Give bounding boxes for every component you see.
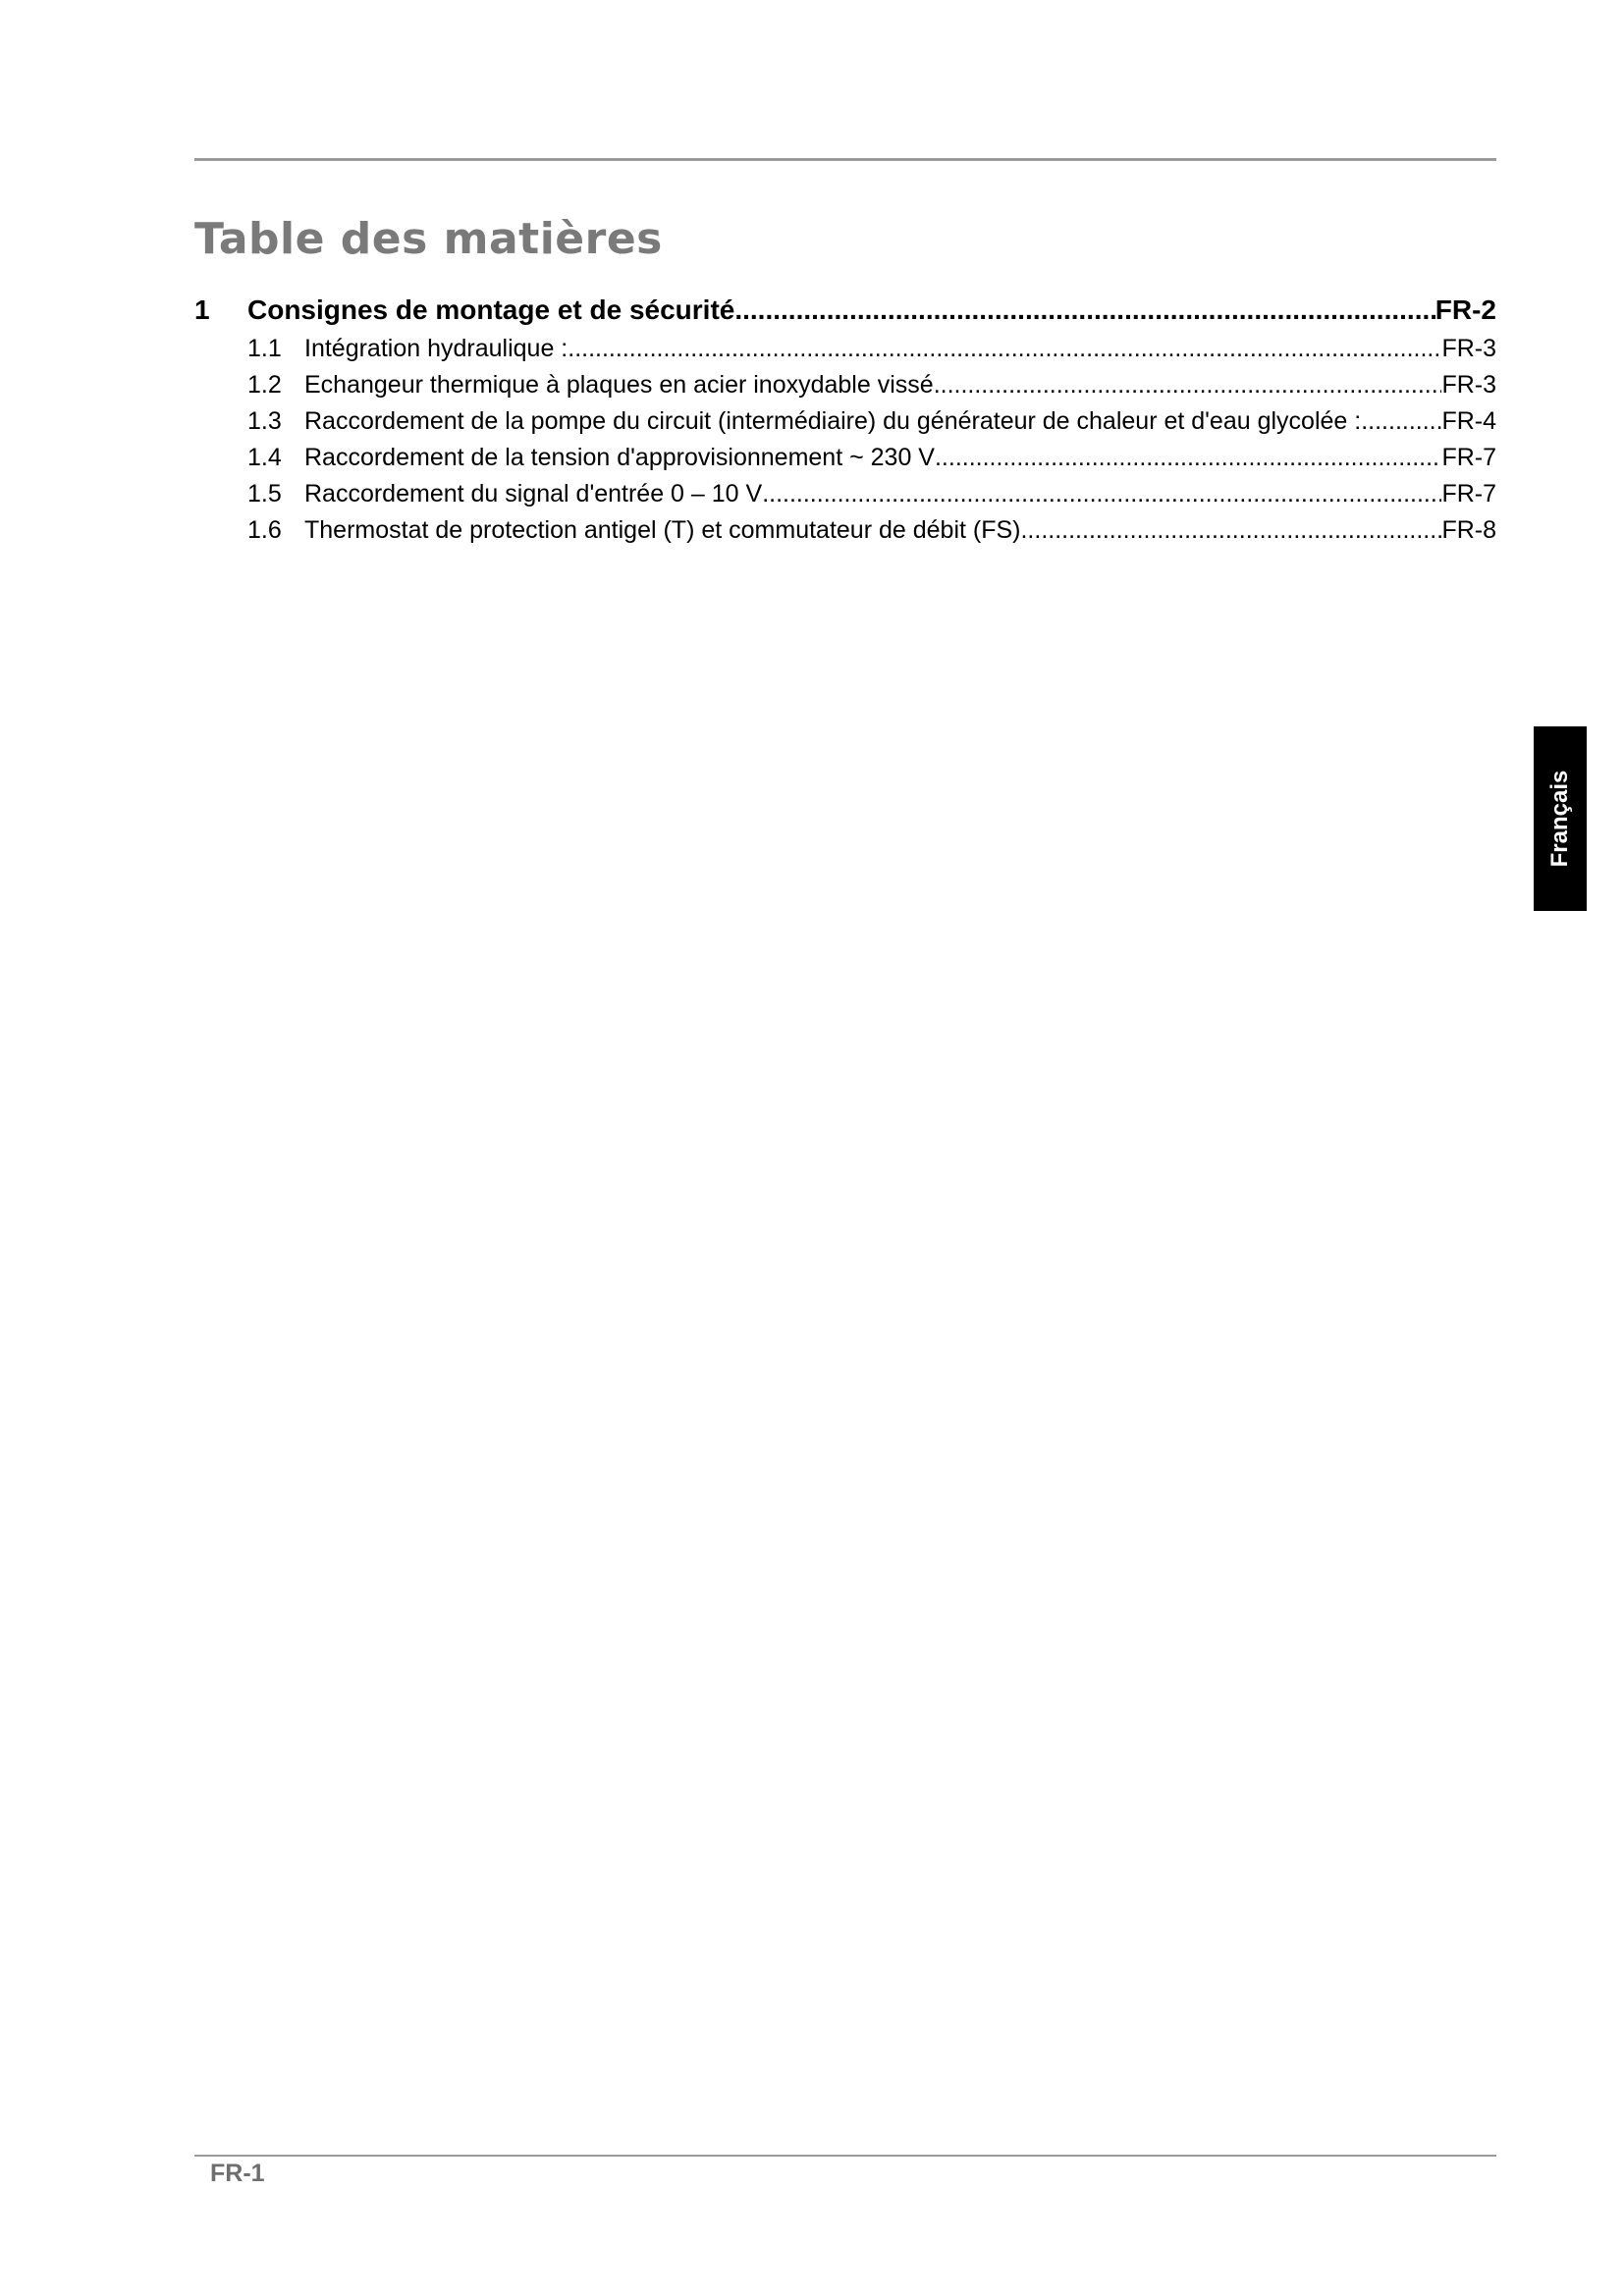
toc-entry-title: Raccordement de la pompe du circuit (intermédiaire) du générateur de chaleur et d'eau glycolée : [304, 407, 1362, 435]
page-title: Table des matières [194, 214, 663, 264]
toc-entry-1-6[interactable] [194, 512, 1496, 549]
language-tab[interactable] [1534, 726, 1587, 911]
dot-leader [1020, 512, 1441, 549]
toc-entry-1[interactable] [194, 290, 1496, 331]
toc-entry-page: FR-3 [1441, 335, 1496, 362]
toc-entry-number: 1.1 [247, 335, 282, 362]
toc-entry-1-3[interactable] [194, 403, 1496, 440]
toc-entry-title: Raccordement de la tension d'approvisionnement ~ 230 V [304, 444, 935, 471]
toc-entry-title: Consignes de montage et de sécurité [247, 294, 735, 325]
toc-entry-number: 1.5 [247, 480, 282, 507]
toc-entry-page: FR-7 [1441, 480, 1496, 507]
toc-entry-number: 1.3 [247, 407, 282, 435]
toc-entry-title: Thermostat de protection antigel (T) et commutateur de débit (FS) [304, 516, 1021, 544]
toc-entry-title: Raccordement du signal d'entrée 0 – 10 V [304, 480, 763, 507]
dot-leader [1361, 403, 1441, 440]
language-tab-label: Français [1546, 770, 1573, 868]
dot-leader [734, 290, 1435, 331]
toc-entry-page: FR-8 [1441, 516, 1496, 544]
toc-entry-number: 1 [194, 294, 210, 325]
table-of-contents [194, 290, 1496, 549]
toc-entry-1-5[interactable] [194, 476, 1496, 512]
toc-entry-1-1[interactable] [194, 331, 1496, 367]
toc-entry-page: FR-3 [1441, 371, 1496, 399]
dot-leader [934, 367, 1442, 403]
toc-entry-1-4[interactable] [194, 440, 1496, 476]
toc-entry-title: Echangeur thermique à plaques en acier inoxydable vissé [304, 371, 934, 399]
toc-entry-page: FR-7 [1441, 444, 1496, 471]
dot-leader [935, 440, 1441, 476]
toc-entry-number: 1.4 [247, 444, 282, 471]
dot-leader [762, 476, 1441, 512]
dot-leader [568, 331, 1441, 367]
footer-page-number: FR-1 [210, 2160, 265, 2187]
toc-entry-1-2[interactable] [194, 367, 1496, 403]
footer-rule [194, 2155, 1496, 2157]
toc-entry-number: 1.6 [247, 516, 282, 544]
toc-entry-page: FR-2 [1435, 294, 1496, 325]
toc-entry-title: Intégration hydraulique : [304, 335, 568, 362]
toc-entry-number: 1.2 [247, 371, 282, 399]
header-rule [194, 158, 1496, 161]
toc-entry-page: FR-4 [1441, 407, 1496, 435]
